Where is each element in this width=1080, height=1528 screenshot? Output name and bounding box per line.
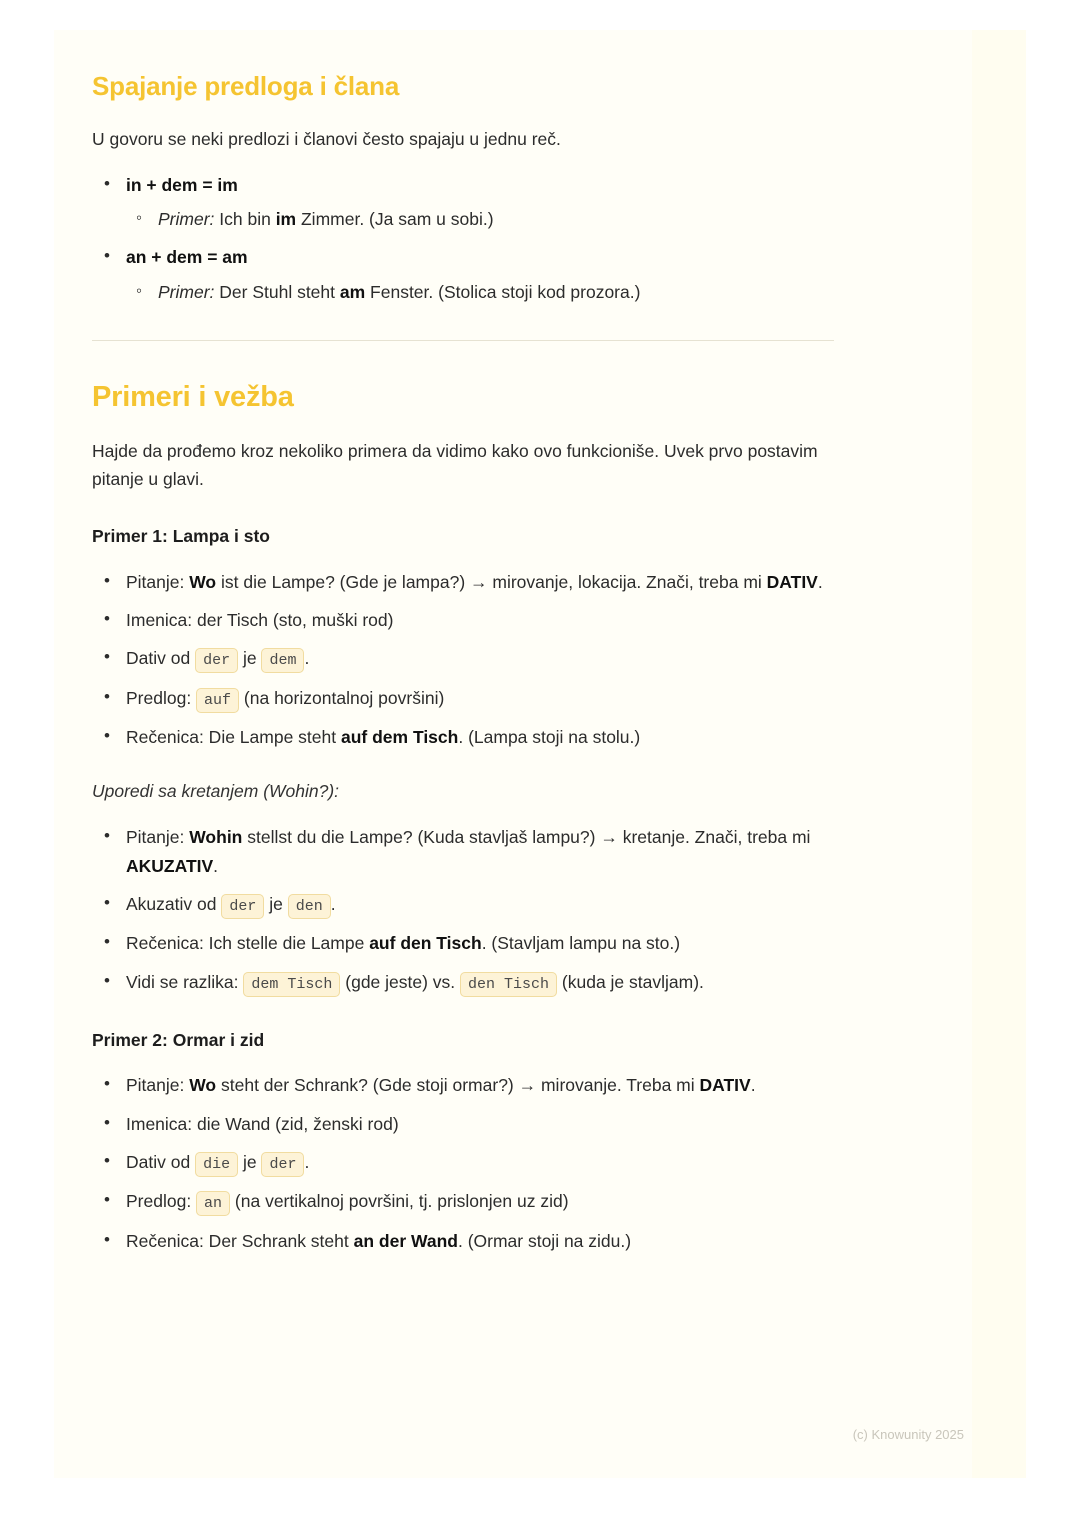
list-item — [126, 171, 834, 233]
list-item — [126, 1148, 834, 1177]
bullet-text: stellst du die Lampe? (Kuda stavljaš lampu?) → kretanje. Znači, treba mi — [242, 827, 811, 848]
bullet-text: (gde jeste) vs. — [340, 971, 461, 992]
list-item — [126, 890, 834, 919]
bullet-text: Predlog: — [126, 687, 197, 708]
bullet-text: . — [330, 894, 336, 915]
bullet-text: . (Stavljam lampu na sto.) — [481, 933, 681, 954]
compare-note: Uporedi sa kretanjem (Wohin?): — [92, 781, 340, 802]
section-heading-spajanje: Spajanje predloga i člana — [92, 71, 400, 101]
bullet-text: Rečenica: Ich stelle die Lampe — [126, 933, 370, 954]
bullet-text: . (Ormar stoji na zidu.) — [457, 1230, 632, 1251]
bullet-bold: Wo — [189, 571, 217, 592]
bullet-bold: DATIV — [699, 1075, 751, 1096]
code-token: den Tisch — [460, 972, 557, 997]
example1-list — [92, 568, 834, 752]
list-item — [126, 644, 834, 673]
code-token: der — [261, 1152, 304, 1177]
section1-intro: U govoru se neki predlozi i članovi često spajaju u jednu reč. — [92, 128, 561, 149]
bullet-text: Pitanje: — [126, 827, 190, 848]
list-item — [158, 205, 834, 233]
bullet-text: je — [238, 648, 262, 669]
list-item — [126, 684, 834, 713]
code-token: der — [195, 648, 238, 673]
bullet-text: Dativ od — [126, 648, 196, 669]
example-post: Zimmer. (Ja sam u sobi.) — [296, 209, 494, 230]
code-token: dem Tisch — [243, 972, 340, 997]
code-token: dem — [261, 648, 304, 673]
list-item — [126, 1110, 834, 1138]
bullet-text: steht der Schrank? (Gde stoji ormar?) → mirovanje. Treba mi — [216, 1075, 700, 1096]
rule-text: in + dem = im — [126, 174, 238, 195]
bullet-text: . — [750, 1075, 756, 1096]
example-post: Fenster. (Stolica stoji kod prozora.) — [365, 281, 641, 302]
page-footer-copyright: (c) Knowunity 2025 — [852, 1427, 964, 1442]
sub-list — [126, 205, 834, 233]
list-item — [126, 243, 834, 305]
bullet-text: . (Lampa stoji na stolu.) — [458, 727, 641, 747]
bullet-bold: Wohin — [189, 827, 243, 848]
example-bold: am — [339, 281, 366, 302]
document-body — [92, 70, 834, 1255]
list-item — [126, 606, 834, 634]
list-item — [126, 1187, 834, 1216]
bullet-text: Rečenica: Die Lampe steht — [126, 727, 341, 747]
code-token: an — [196, 1191, 230, 1216]
bullet-text: Imenica: der Tisch (sto, muški rod) — [126, 610, 394, 631]
document-page — [54, 30, 1026, 1478]
bullet-text: Dativ od — [126, 1151, 196, 1172]
code-token: der — [221, 894, 264, 919]
example2-title: Primer 2: Ormar i zid — [92, 1029, 265, 1050]
list-item — [158, 278, 834, 306]
bullet-bold: DATIV — [766, 571, 818, 592]
section-divider — [92, 340, 834, 341]
example2-list — [92, 1071, 834, 1255]
bullet-text: . — [817, 571, 823, 592]
bullet-text: Predlog: — [126, 1191, 197, 1212]
bullet-bold: an der Wand — [353, 1230, 458, 1251]
example1-title: Primer 1: Lampa i sto — [92, 526, 270, 547]
bullet-text: . — [304, 1151, 310, 1172]
bullet-text: Imenica: die Wand (zid, ženski rod) — [126, 1113, 399, 1134]
section2-intro: Hajde da prođemo kroz nekoliko primera da vidimo kako ovo funkcioniše. Uvek prvo postavim pitanje u glavi. — [92, 440, 818, 490]
code-token: den — [288, 894, 331, 919]
example-pre: Ich bin — [214, 209, 276, 230]
bullet-text: (na horizontalnoj površini) — [239, 687, 445, 708]
bullet-bold: AKUZATIV — [126, 855, 214, 876]
bullet-text: Pitanje: — [126, 571, 190, 592]
bullet-bold: auf dem Tisch — [340, 727, 459, 747]
code-token: auf — [196, 688, 239, 713]
page-content-area — [54, 30, 972, 1478]
bullet-text: Vidi se razlika: — [126, 971, 244, 992]
list-item — [126, 1227, 834, 1255]
list-item — [126, 968, 834, 997]
bullet-text: Pitanje: — [126, 1075, 190, 1096]
sub-list — [126, 278, 834, 306]
list-item — [126, 823, 834, 880]
code-token: die — [195, 1152, 238, 1177]
bullet-text: (kuda je stavljam). — [557, 971, 704, 992]
bullet-text: Rečenica: Der Schrank steht — [126, 1230, 354, 1251]
bullet-text: (na vertikalnoj površini, tj. prislonjen uz zid) — [230, 1191, 569, 1212]
bullet-text: Akuzativ od — [126, 894, 222, 915]
list-item — [126, 568, 834, 596]
example-bold: im — [275, 209, 297, 230]
list-item — [126, 1071, 834, 1099]
section-heading-primeri: Primeri i vežba — [92, 380, 294, 413]
example-label: Primer: — [158, 281, 215, 302]
bullet-text: . — [304, 648, 310, 669]
bullet-text: ist die Lampe? (Gde je lampa?) → mirovanje, lokacija. Znači, treba mi — [216, 571, 767, 592]
bullet-text: . — [213, 855, 219, 876]
example-pre: Der Stuhl steht — [214, 281, 340, 302]
section1-list — [92, 171, 834, 306]
example-label: Primer: — [158, 209, 215, 230]
example1-compare-list — [92, 823, 834, 997]
bullet-text: je — [238, 1151, 262, 1172]
bullet-bold: auf den Tisch — [369, 933, 482, 954]
bullet-bold: Wo — [189, 1075, 217, 1096]
list-item — [126, 723, 834, 751]
rule-text: an + dem = am — [126, 247, 248, 268]
list-item — [126, 929, 834, 957]
bullet-text: je — [264, 894, 288, 915]
